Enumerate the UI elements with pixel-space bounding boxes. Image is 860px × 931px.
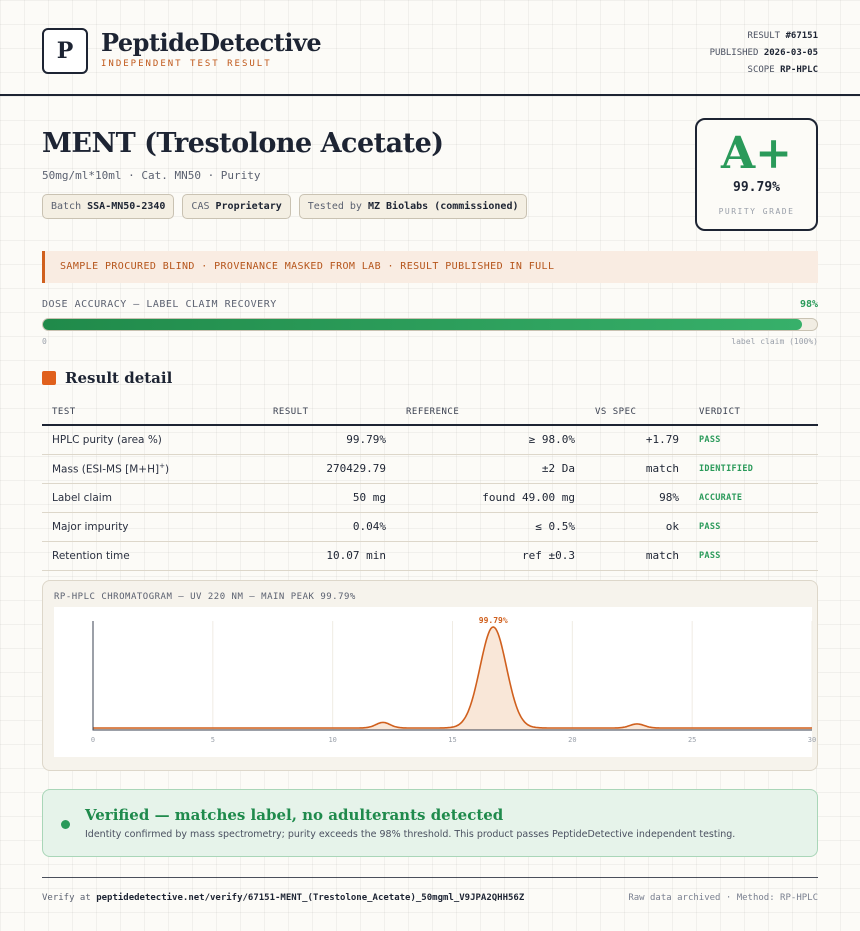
col-verdict: VERDICT	[689, 399, 818, 425]
cell-result: 270429.79	[263, 454, 396, 483]
x-tick-label: 5	[210, 736, 215, 744]
cell-reference: ≥ 98.0%	[396, 425, 585, 454]
tested-label: Tested by	[307, 201, 362, 212]
result-table	[42, 399, 818, 571]
logo: P	[42, 28, 88, 74]
table-header-row	[42, 399, 818, 425]
x-tick-label: 10	[328, 736, 337, 744]
cell-verdict: PASS	[689, 541, 818, 570]
dose-accuracy-bar	[42, 318, 818, 331]
dose-accuracy-percent: 98%	[799, 299, 818, 310]
procurement-notice: SAMPLE PROCURED BLIND · PROVENANCE MASKED FROM LAB · RESULT PUBLISHED IN FULL	[42, 251, 818, 283]
verified-text: Identity confirmed by mass spectrometry; purity exceeds the 98% threshold. This product passes PeptideDetective independent testing.	[85, 829, 736, 840]
footer-divider	[42, 877, 818, 878]
dose-bar-min-label: 0	[42, 337, 47, 346]
cell-verdict: PASS	[689, 512, 818, 541]
x-tick-label: 30	[807, 736, 817, 744]
product-subtitle: 50mg/ml*10ml · Cat. MN50 · Purity	[42, 169, 261, 182]
batch-pill	[42, 194, 174, 219]
result-id: #67151	[785, 31, 818, 41]
tested-value: MZ Biolabs (commissioned)	[367, 201, 519, 212]
verify-prefix: Verify at	[42, 893, 91, 903]
purity-grade-card	[695, 118, 818, 231]
chromatogram-card	[42, 580, 818, 771]
published-label: PUBLISHED	[709, 48, 759, 58]
x-tick-label: 0	[90, 736, 96, 744]
product-pills	[42, 194, 527, 219]
chromatogram-chart	[54, 607, 817, 757]
verified-dot-icon	[61, 820, 70, 829]
cell-verdict: PASS	[689, 425, 818, 454]
x-tick-label: 20	[568, 736, 577, 744]
table-row	[42, 541, 818, 570]
footer-method: Raw data archived · Method: RP-HPLC	[628, 893, 818, 903]
scope-value: RP-HPLC	[780, 65, 818, 75]
cell-verdict: IDENTIFIED	[689, 454, 818, 483]
cell-result: 50 mg	[263, 483, 396, 512]
dose-accuracy-fill	[43, 319, 802, 330]
result-detail-heading	[42, 369, 172, 387]
table-row	[42, 454, 818, 483]
brand-name: PeptideDetective	[101, 28, 322, 57]
x-tick-label: 25	[687, 736, 697, 744]
section-title: Result detail	[65, 369, 173, 387]
cell-reference: ±2 Da	[396, 454, 585, 483]
cas-label: CAS	[191, 201, 210, 212]
cell-reference: ref ±0.3	[396, 541, 585, 570]
cas-pill	[182, 194, 290, 219]
cell-test: Label claim	[42, 483, 263, 512]
grade-letter: A+	[720, 128, 792, 179]
cell-test: Major impurity	[42, 512, 263, 541]
cell-test-text-end: )	[164, 463, 170, 476]
grade-value: 99.79%	[733, 180, 780, 195]
cell-result: 0.04%	[263, 512, 396, 541]
cell-reference: ≤ 0.5%	[396, 512, 585, 541]
dose-bar-max-label: label claim (100%)	[731, 337, 818, 346]
verify-link[interactable]: peptidedetective.net/verify/67151-MENT_(Trestolone_Acetate)_50mgml_V9JPA2QHH56Z	[96, 893, 525, 903]
col-reference: REFERENCE	[396, 399, 585, 425]
cell-reference: found 49.00 mg	[396, 483, 585, 512]
result-label: RESULT	[747, 31, 781, 41]
published-date: 2026-03-05	[763, 48, 818, 58]
tested-by-pill	[299, 194, 528, 219]
peak-label: 99.79%	[478, 615, 508, 625]
cas-value: Proprietary	[215, 201, 282, 212]
dose-accuracy-label: DOSE ACCURACY — LABEL CLAIM RECOVERY	[42, 299, 277, 310]
report-header	[0, 0, 860, 96]
cell-test: HPLC purity (area %)	[42, 425, 263, 454]
cell-test-text: Mass (ESI-MS [M+H]	[52, 463, 160, 476]
chart-title: RP-HPLC CHROMATOGRAM — UV 220 NM — MAIN PEAK 99.79%	[54, 592, 356, 602]
batch-label: Batch	[51, 201, 82, 212]
col-vs-spec: VS SPEC	[585, 399, 689, 425]
batch-value: SSA-MN50-2340	[87, 201, 166, 212]
table-row	[42, 512, 818, 541]
cell-verdict: ACCURATE	[689, 483, 818, 512]
grade-label: PURITY GRADE	[718, 207, 795, 216]
cell-vs-spec: ok	[585, 512, 689, 541]
cell-test: Retention time	[42, 541, 263, 570]
cell-vs-spec: +1.79	[585, 425, 689, 454]
cell-vs-spec: 98%	[585, 483, 689, 512]
section-marker-icon	[42, 371, 56, 385]
cell-test	[42, 454, 263, 483]
table-row	[42, 483, 818, 512]
verified-title: Verified — matches label, no adulterants detected	[85, 806, 504, 824]
tagline: INDEPENDENT TEST RESULT	[101, 59, 272, 69]
verified-banner	[42, 789, 818, 857]
scope-label: SCOPE	[747, 65, 775, 75]
product-title: MENT (Trestolone Acetate)	[42, 128, 444, 159]
cell-result: 99.79%	[263, 425, 396, 454]
cell-vs-spec: match	[585, 454, 689, 483]
footer-verify	[42, 893, 524, 903]
x-tick-label: 15	[448, 736, 457, 744]
chart-plot-area	[54, 607, 812, 757]
cell-vs-spec: match	[585, 541, 689, 570]
report-meta	[710, 28, 818, 79]
col-result: RESULT	[263, 399, 396, 425]
col-test: TEST	[42, 399, 263, 425]
table-row	[42, 425, 818, 454]
cell-test-superscript: +	[159, 461, 165, 470]
cell-result: 10.07 min	[263, 541, 396, 570]
